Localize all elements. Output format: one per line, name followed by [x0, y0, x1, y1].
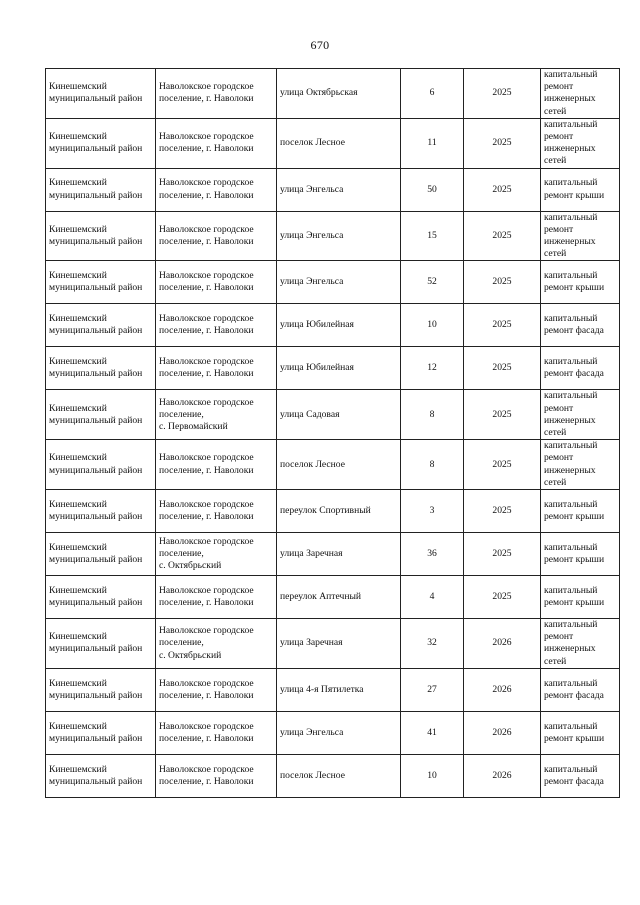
year-cell	[464, 668, 541, 711]
settlement-cell	[156, 533, 277, 576]
district-cell-text: Кинешемский муниципальный район	[49, 584, 143, 609]
settlement-cell-text: Наволокское городское поселение, г. Наволоки	[159, 81, 254, 105]
work-type-cell	[541, 668, 620, 711]
work-type-cell	[541, 118, 620, 168]
street-cell-text: улица Юбилейная	[280, 319, 354, 331]
district-cell	[46, 668, 156, 711]
street-cell-text: улица Энгельса	[280, 276, 344, 288]
year-cell-text: 2025	[492, 590, 512, 602]
district-cell-text: Кинешемский муниципальный район	[49, 177, 143, 201]
district-cell	[46, 261, 156, 304]
work-type-cell	[541, 619, 620, 669]
settlement-cell-text: Наволокское городское поселение, г. Наволоки	[159, 177, 254, 201]
settlement-cell-text: Наволокское городское поселение, с. Первомайский	[159, 396, 254, 432]
settlement-cell	[156, 440, 277, 490]
settlement-cell-text: Наволокское городское поселение, г. Наволоки	[159, 452, 254, 476]
district-cell-text: Кинешемский муниципальный район	[49, 631, 143, 655]
district-cell	[46, 490, 156, 533]
house-number-cell-text: 32	[427, 637, 437, 649]
settlement-cell	[156, 711, 277, 754]
street-cell	[277, 668, 401, 711]
street-cell-text: улица Октябрьская	[280, 87, 358, 99]
settlement-cell-text: Наволокское городское поселение, г. Наволоки	[159, 270, 254, 294]
year-cell-text: 2025	[492, 319, 512, 331]
district-cell-text: Кинешемский муниципальный район	[49, 452, 143, 476]
house-number-cell	[401, 533, 464, 576]
work-type-cell-text: капитальный ремонт инженерных сетей	[544, 118, 598, 167]
house-number-cell	[401, 69, 464, 119]
street-cell	[277, 118, 401, 168]
street-cell	[277, 576, 401, 619]
district-cell-text: Кинешемский муниципальный район	[49, 498, 143, 523]
district-cell-text: Кинешемский муниципальный район	[49, 356, 143, 380]
district-cell	[46, 754, 156, 797]
work-type-cell	[541, 711, 620, 754]
street-cell-text: переулок Аптечный	[280, 590, 362, 602]
house-number-cell-text: 52	[427, 276, 437, 288]
work-type-cell-text: капитальный ремонт крыши	[544, 720, 605, 744]
house-number-cell	[401, 390, 464, 440]
house-number-cell-text: 41	[427, 726, 437, 738]
street-cell-text: поселок Лесное	[280, 458, 345, 470]
work-type-cell	[541, 347, 620, 390]
district-cell	[46, 533, 156, 576]
year-cell-text: 2025	[492, 87, 512, 99]
street-cell	[277, 304, 401, 347]
district-cell	[46, 440, 156, 490]
house-number-cell	[401, 668, 464, 711]
work-type-cell-text: капитальный ремонт крыши	[544, 584, 605, 609]
street-cell-text: улица Заречная	[280, 637, 343, 649]
year-cell	[464, 440, 541, 490]
table-row	[46, 619, 620, 669]
house-number-cell-text: 4	[429, 590, 435, 602]
district-cell-text: Кинешемский муниципальный район	[49, 270, 143, 294]
year-cell-text: 2025	[492, 229, 512, 241]
house-number-cell-text: 27	[427, 683, 437, 695]
settlement-cell-text: Наволокское городское поселение, с. Октябрьский	[159, 535, 254, 572]
house-number-cell	[401, 211, 464, 261]
house-number-cell-text: 3	[429, 504, 435, 516]
work-type-cell	[541, 168, 620, 211]
year-cell	[464, 576, 541, 619]
settlement-cell	[156, 168, 277, 211]
table-row	[46, 118, 620, 168]
year-cell	[464, 211, 541, 261]
work-type-cell	[541, 440, 620, 490]
district-cell-text: Кинешемский муниципальный район	[49, 402, 143, 426]
repair-schedule-table	[45, 68, 620, 798]
house-number-cell-text: 10	[427, 319, 437, 331]
street-cell-text: переулок Спортивный	[280, 504, 371, 516]
street-cell	[277, 440, 401, 490]
year-cell-text: 2026	[492, 683, 512, 695]
street-cell-text: улица Заречная	[280, 547, 343, 559]
work-type-cell	[541, 576, 620, 619]
table-row	[46, 576, 620, 619]
year-cell-text: 2025	[492, 504, 512, 516]
work-type-cell-text: капитальный ремонт инженерных сетей	[544, 440, 598, 488]
house-number-cell	[401, 711, 464, 754]
street-cell	[277, 754, 401, 797]
house-number-cell	[401, 168, 464, 211]
year-cell-text: 2026	[492, 769, 512, 781]
street-cell-text: улица Энгельса	[280, 229, 344, 241]
year-cell-text: 2026	[492, 726, 512, 738]
settlement-cell	[156, 304, 277, 347]
house-number-cell	[401, 304, 464, 347]
table-row	[46, 211, 620, 261]
work-type-cell-text: капитальный ремонт крыши	[544, 541, 605, 566]
settlement-cell	[156, 347, 277, 390]
table-row	[46, 347, 620, 390]
street-cell	[277, 533, 401, 576]
table-row	[46, 304, 620, 347]
work-type-cell	[541, 69, 620, 119]
street-cell-text: поселок Лесное	[280, 137, 345, 149]
year-cell-text: 2025	[492, 183, 512, 195]
table-row	[46, 440, 620, 490]
work-type-cell-text: капитальный ремонт инженерных сетей	[544, 69, 598, 117]
settlement-cell-text: Наволокское городское поселение, г. Наволоки	[159, 720, 254, 744]
district-cell	[46, 576, 156, 619]
house-number-cell	[401, 118, 464, 168]
settlement-cell	[156, 490, 277, 533]
house-number-cell	[401, 261, 464, 304]
house-number-cell-text: 50	[427, 183, 437, 195]
house-number-cell-text: 36	[427, 547, 437, 559]
house-number-cell	[401, 347, 464, 390]
work-type-cell-text: капитальный ремонт фасада	[544, 313, 604, 337]
settlement-cell-text: Наволокское городское поселение, г. Наволоки	[159, 498, 254, 523]
street-cell-text: улица Юбилейная	[280, 362, 354, 374]
year-cell-text: 2025	[492, 137, 512, 149]
district-cell-text: Кинешемский муниципальный район	[49, 223, 143, 248]
house-number-cell-text: 15	[427, 229, 437, 241]
work-type-cell	[541, 533, 620, 576]
house-number-cell-text: 10	[427, 769, 437, 781]
settlement-cell	[156, 211, 277, 261]
work-type-cell-text: капитальный ремонт фасада	[544, 356, 604, 380]
year-cell	[464, 69, 541, 119]
work-type-cell-text: капитальный ремонт крыши	[544, 270, 605, 294]
district-cell	[46, 390, 156, 440]
district-cell-text: Кинешемский муниципальный район	[49, 313, 143, 337]
district-cell	[46, 211, 156, 261]
year-cell	[464, 754, 541, 797]
year-cell	[464, 304, 541, 347]
work-type-cell	[541, 490, 620, 533]
year-cell-text: 2025	[492, 547, 512, 559]
work-type-cell	[541, 261, 620, 304]
house-number-cell	[401, 619, 464, 669]
district-cell-text: Кинешемский муниципальный район	[49, 720, 143, 744]
settlement-cell-text: Наволокское городское поселение, г. Наволоки	[159, 584, 254, 609]
house-number-cell	[401, 576, 464, 619]
page-number: 670	[310, 38, 330, 52]
settlement-cell-text: Наволокское городское поселение, г. Наволоки	[159, 313, 254, 337]
year-cell-text: 2025	[492, 362, 512, 374]
work-type-cell-text: капитальный ремонт крыши	[544, 498, 605, 523]
table-row	[46, 668, 620, 711]
house-number-cell-text: 11	[427, 137, 437, 149]
district-cell	[46, 69, 156, 119]
year-cell	[464, 711, 541, 754]
house-number-cell-text: 8	[429, 458, 435, 470]
settlement-cell	[156, 390, 277, 440]
district-cell	[46, 118, 156, 168]
work-type-cell	[541, 390, 620, 440]
house-number-cell	[401, 490, 464, 533]
house-number-cell	[401, 440, 464, 490]
district-cell-text: Кинешемский муниципальный район	[49, 541, 143, 566]
work-type-cell	[541, 304, 620, 347]
year-cell	[464, 261, 541, 304]
settlement-cell	[156, 754, 277, 797]
district-cell	[46, 304, 156, 347]
district-cell	[46, 347, 156, 390]
work-type-cell-text: капитальный ремонт крыши	[544, 177, 605, 201]
work-type-cell	[541, 754, 620, 797]
table-row	[46, 69, 620, 119]
district-cell	[46, 168, 156, 211]
year-cell	[464, 490, 541, 533]
year-cell-text: 2026	[492, 637, 512, 649]
work-type-cell-text: капитальный ремонт фасада	[544, 677, 604, 701]
district-cell	[46, 711, 156, 754]
house-number-cell-text: 12	[427, 362, 437, 374]
settlement-cell	[156, 69, 277, 119]
district-cell-text: Кинешемский муниципальный район	[49, 677, 143, 701]
work-type-cell-text: капитальный ремонт инженерных сетей	[544, 211, 598, 260]
street-cell	[277, 261, 401, 304]
table-row	[46, 261, 620, 304]
year-cell	[464, 533, 541, 576]
settlement-cell	[156, 576, 277, 619]
house-number-cell-text: 6	[429, 87, 435, 99]
house-number-cell	[401, 754, 464, 797]
table-body	[46, 69, 620, 798]
settlement-cell-text: Наволокское городское поселение, г. Наволоки	[159, 131, 254, 155]
year-cell	[464, 390, 541, 440]
settlement-cell	[156, 668, 277, 711]
street-cell-text: улица Садовая	[280, 408, 340, 420]
district-cell-text: Кинешемский муниципальный район	[49, 81, 143, 105]
district-cell-text: Кинешемский муниципальный район	[49, 131, 143, 155]
year-cell	[464, 347, 541, 390]
street-cell	[277, 619, 401, 669]
street-cell	[277, 168, 401, 211]
street-cell	[277, 69, 401, 119]
table-row	[46, 490, 620, 533]
year-cell-text: 2025	[492, 458, 512, 470]
year-cell-text: 2025	[492, 408, 512, 420]
table-row	[46, 533, 620, 576]
street-cell-text: поселок Лесное	[280, 769, 345, 781]
work-type-cell-text: капитальный ремонт фасада	[544, 763, 604, 787]
street-cell-text: улица Энгельса	[280, 183, 344, 195]
work-type-cell-text: капитальный ремонт инженерных сетей	[544, 619, 598, 667]
year-cell	[464, 118, 541, 168]
settlement-cell	[156, 619, 277, 669]
house-number-cell-text: 8	[429, 408, 435, 420]
street-cell	[277, 390, 401, 440]
district-cell-text: Кинешемский муниципальный район	[49, 763, 143, 787]
year-cell-text: 2025	[492, 276, 512, 288]
year-cell	[464, 168, 541, 211]
settlement-cell-text: Наволокское городское поселение, г. Наволоки	[159, 223, 254, 248]
settlement-cell	[156, 261, 277, 304]
settlement-cell	[156, 118, 277, 168]
table-row	[46, 754, 620, 797]
district-cell	[46, 619, 156, 669]
table-row	[46, 390, 620, 440]
year-cell	[464, 619, 541, 669]
settlement-cell-text: Наволокское городское поселение, с. Октябрьский	[159, 625, 254, 661]
street-cell	[277, 211, 401, 261]
street-cell-text: улица 4-я Пятилетка	[280, 683, 364, 695]
work-type-cell-text: капитальный ремонт инженерных сетей	[544, 390, 598, 439]
settlement-cell-text: Наволокское городское поселение, г. Наволоки	[159, 677, 254, 701]
street-cell-text: улица Энгельса	[280, 726, 344, 738]
street-cell	[277, 490, 401, 533]
work-type-cell	[541, 211, 620, 261]
settlement-cell-text: Наволокское городское поселение, г. Наволоки	[159, 356, 254, 380]
table-row	[46, 168, 620, 211]
street-cell	[277, 347, 401, 390]
settlement-cell-text: Наволокское городское поселение, г. Наволоки	[159, 763, 254, 787]
table-row	[46, 711, 620, 754]
street-cell	[277, 711, 401, 754]
